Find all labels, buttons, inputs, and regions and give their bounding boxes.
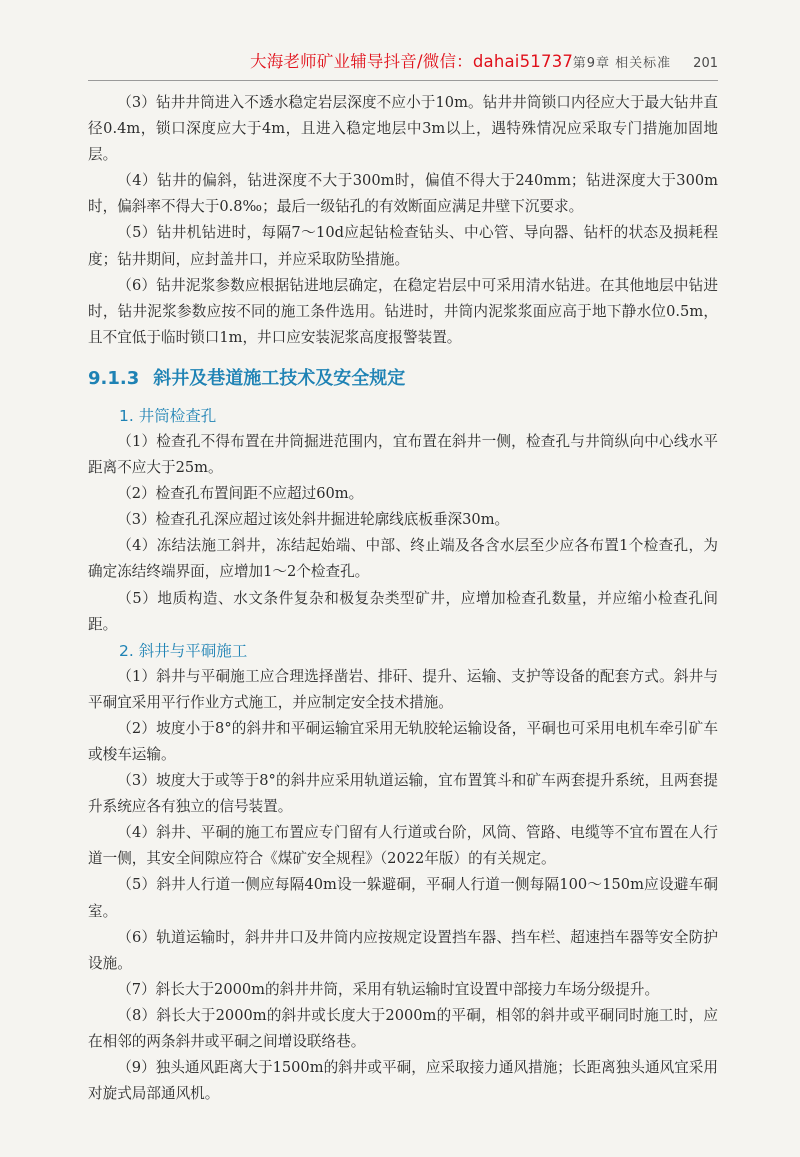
watermark-text: 大海老师矿业辅导抖音/微信：dahai51737	[250, 52, 574, 71]
list-item: （6）轨道运输时，斜井井口及井筒内应按规定设置挡车器、挡车栏、超速挡车器等安全防护设施。	[88, 928, 718, 972]
list-item: （2）检查孔布置间距不应超过60m。	[117, 485, 364, 503]
page-body	[88, 90, 718, 1107]
section-heading	[88, 365, 718, 393]
section-title: 斜井及巷道施工技术及安全规定	[153, 367, 406, 389]
list-item: （4）冻结法施工斜井，冻结起始端、中部、终止端及各含水层至少应各布置1个检查孔，为确定冻结终端界面，应增加1～2个检查孔。	[88, 537, 718, 581]
list-item: （2）坡度小于8°的斜井和平硐运输宜采用无轨胶轮运输设备，平硐也可采用电机车牵引矿车或梭车运输。	[88, 719, 718, 763]
list-item: （4）斜井、平硐的施工布置应专门留有人行道或台阶，风筒、管路、电缆等不宜布置在人行道一侧，其安全间隙应符合《煤矿安全规程》（2022年版）的有关规定。	[88, 824, 718, 868]
paragraph: （6）钻井泥浆参数应根据钻进地层确定，在稳定岩层中可采用清水钻进。在其他地层中钻进时，钻井泥浆参数应按不同的施工条件选用。钻进时，井筒内泥浆浆面应高于地下静水位0.5m，且不宜低于临时锁口1m，井口应安装泥浆高度报警装置。	[88, 276, 718, 346]
paragraph: （5）钻井机钻进时，每隔7～10d应起钻检查钻头、中心管、导向器、钻杆的状态及损耗程度；钻井期间，应封盖井口，并应采取防坠措施。	[88, 224, 718, 268]
running-head	[573, 52, 718, 71]
subsection-heading: 2. 斜井与平硐施工	[119, 641, 248, 660]
paragraph: （4）钻井的偏斜，钻进深度不大于300m时，偏值不得大于240mm；钻进深度大于300m时，偏斜率不得大于0.8‰；最后一级钻孔的有效断面应满足井壁下沉要求。	[88, 172, 718, 216]
list-item: （5）斜井人行道一侧应每隔40m设一躲避硐，平硐人行道一侧每隔100～150m应设避车硐室。	[88, 876, 718, 920]
list-item: （3）检查孔孔深应超过该处斜井掘进轮廓线底板垂深30m。	[117, 511, 510, 529]
chapter-title: 第9章 相关标准	[572, 56, 672, 71]
list-item: （3）坡度大于或等于8°的斜井应采用轨道运输，宜布置箕斗和矿车两套提升系统，且两套提升系统应各有独立的信号装置。	[88, 772, 718, 816]
page-header	[88, 48, 718, 78]
list-item: （1）检查孔不得布置在井筒掘进范围内，宜布置在斜井一侧，检查孔与井筒纵向中心线水平距离不应大于25m。	[88, 432, 718, 477]
list-item: （1）斜井与平硐施工应合理选择凿岩、排矸、提升、运输、支护等设备的配套方式。斜井与平硐宜采用平行作业方式施工，并应制定安全技术措施。	[88, 667, 718, 711]
page-number: 201	[693, 56, 718, 71]
list-item: （5）地质构造、水文条件复杂和极复杂类型矿井，应增加检查孔数量，并应缩小检查孔间距。	[88, 589, 718, 633]
list-item: （8）斜长大于2000m的斜井或长度大于2000m的平硐，相邻的斜井或平硐同时施工时，应在相邻的两条斜井或平硐之间增设联络巷。	[88, 1006, 718, 1050]
paragraph: （3）钻井井筒进入不透水稳定岩层深度不应小于10m。钻井井筒锁口内径应大于最大钻井直径0.4m，锁口深度应大于4m，且进入稳定地层中3m以上，遇特殊情况应采取专门措施加固地层。	[88, 94, 718, 164]
header-rule	[88, 80, 718, 81]
list-item: （9）独头通风距离大于1500m的斜井或平硐，应采取接力通风措施；长距离独头通风宜采用对旋式局部通风机。	[88, 1059, 718, 1103]
subsection-heading: 1. 井筒检查孔	[119, 406, 217, 425]
list-item: （7）斜长大于2000m的斜井井筒，采用有轨运输时宜设置中部接力车场分级提升。	[117, 980, 660, 998]
section-number: 9.1.3	[88, 367, 140, 389]
